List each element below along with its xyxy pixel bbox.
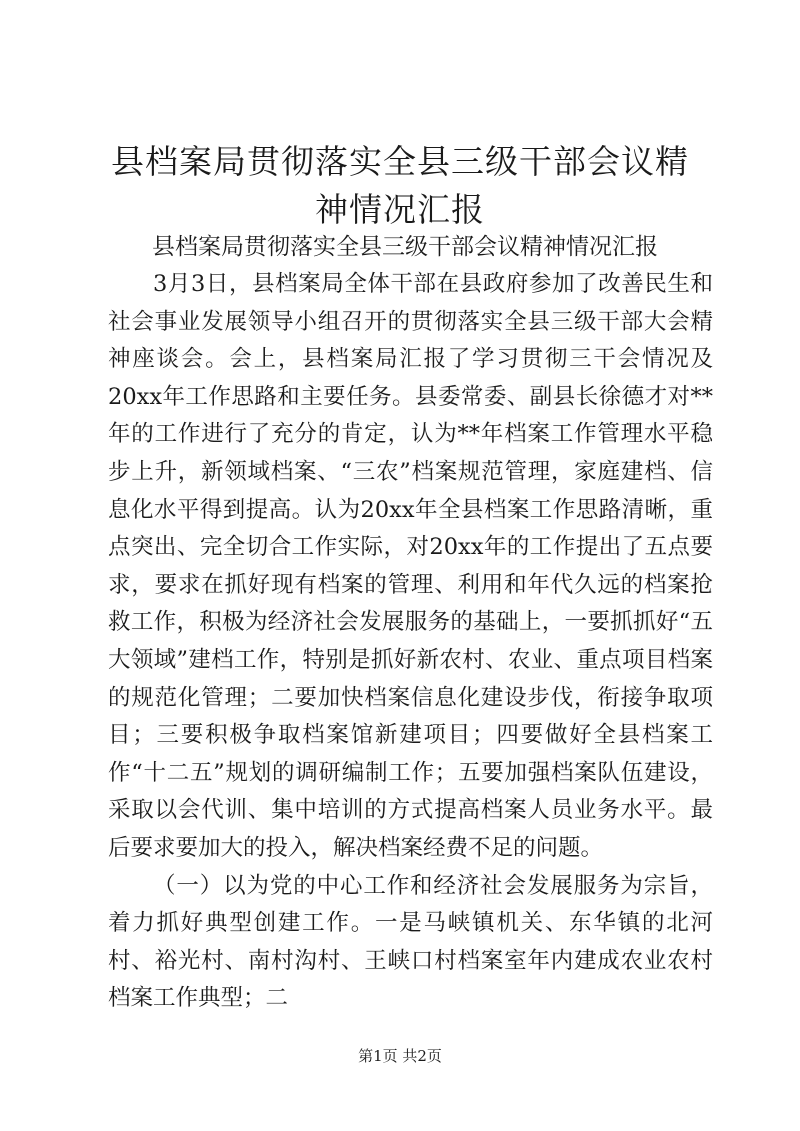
body-paragraph: （一）以为党的中心工作和经济社会发展服务为宗旨，着力抓好典型创建工作。一是马峡镇机关、东华镇的北河村、裕光村、南村沟村、王峡口村档案室年内建成农业农村档案工作典型；二 bbox=[108, 872, 713, 1012]
document-body bbox=[108, 266, 713, 1018]
document-subtitle: 县档案局贯彻落实全县三级干部会议精神情况汇报 bbox=[152, 234, 658, 260]
document-title: 县档案局贯彻落实全县三级干部会议精神情况汇报 bbox=[111, 142, 689, 229]
body-paragraph: 3月3日，县档案局全体干部在县政府参加了改善民生和社会事业发展领导小组召开的贯彻落实全县三级干部大会精神座谈会。会上，县档案局汇报了学习贯彻三干会情况及20xx年工作思路和主要任务。县委常委、副县长徐德才对**年的工作进行了充分的肯定，认为**年档案工作管理水平稳步上升，新领域档案、“三农”档案规范管理，家庭建档、信息化水平得到提高。认为20xx年全县档案工作思路清晰，重点突出、完全切合工作实际，对20xx年的工作提出了五点要求，要求在抓好现有档案的管理、利用和年代久远的档案抢救工作，积极为经济社会发展服务的基础上，一要抓抓好“五大领域”建档工作，特别是抓好新农村、农业、重点项目档案的规范化管理；二要加快档案信息化建设步伐，衔接争取项目；三要积极争取档案馆新建项目；四要做好全县档案工作“十二五”规划的调研编制工作；五要加强档案队伍建设，采取以会代训、集中培训的方式提高档案人员业务水平。最后要求要加大的投入，解决档案经费不足的问题。 bbox=[108, 271, 713, 861]
page-number: 第1页 共2页 bbox=[358, 1047, 442, 1065]
